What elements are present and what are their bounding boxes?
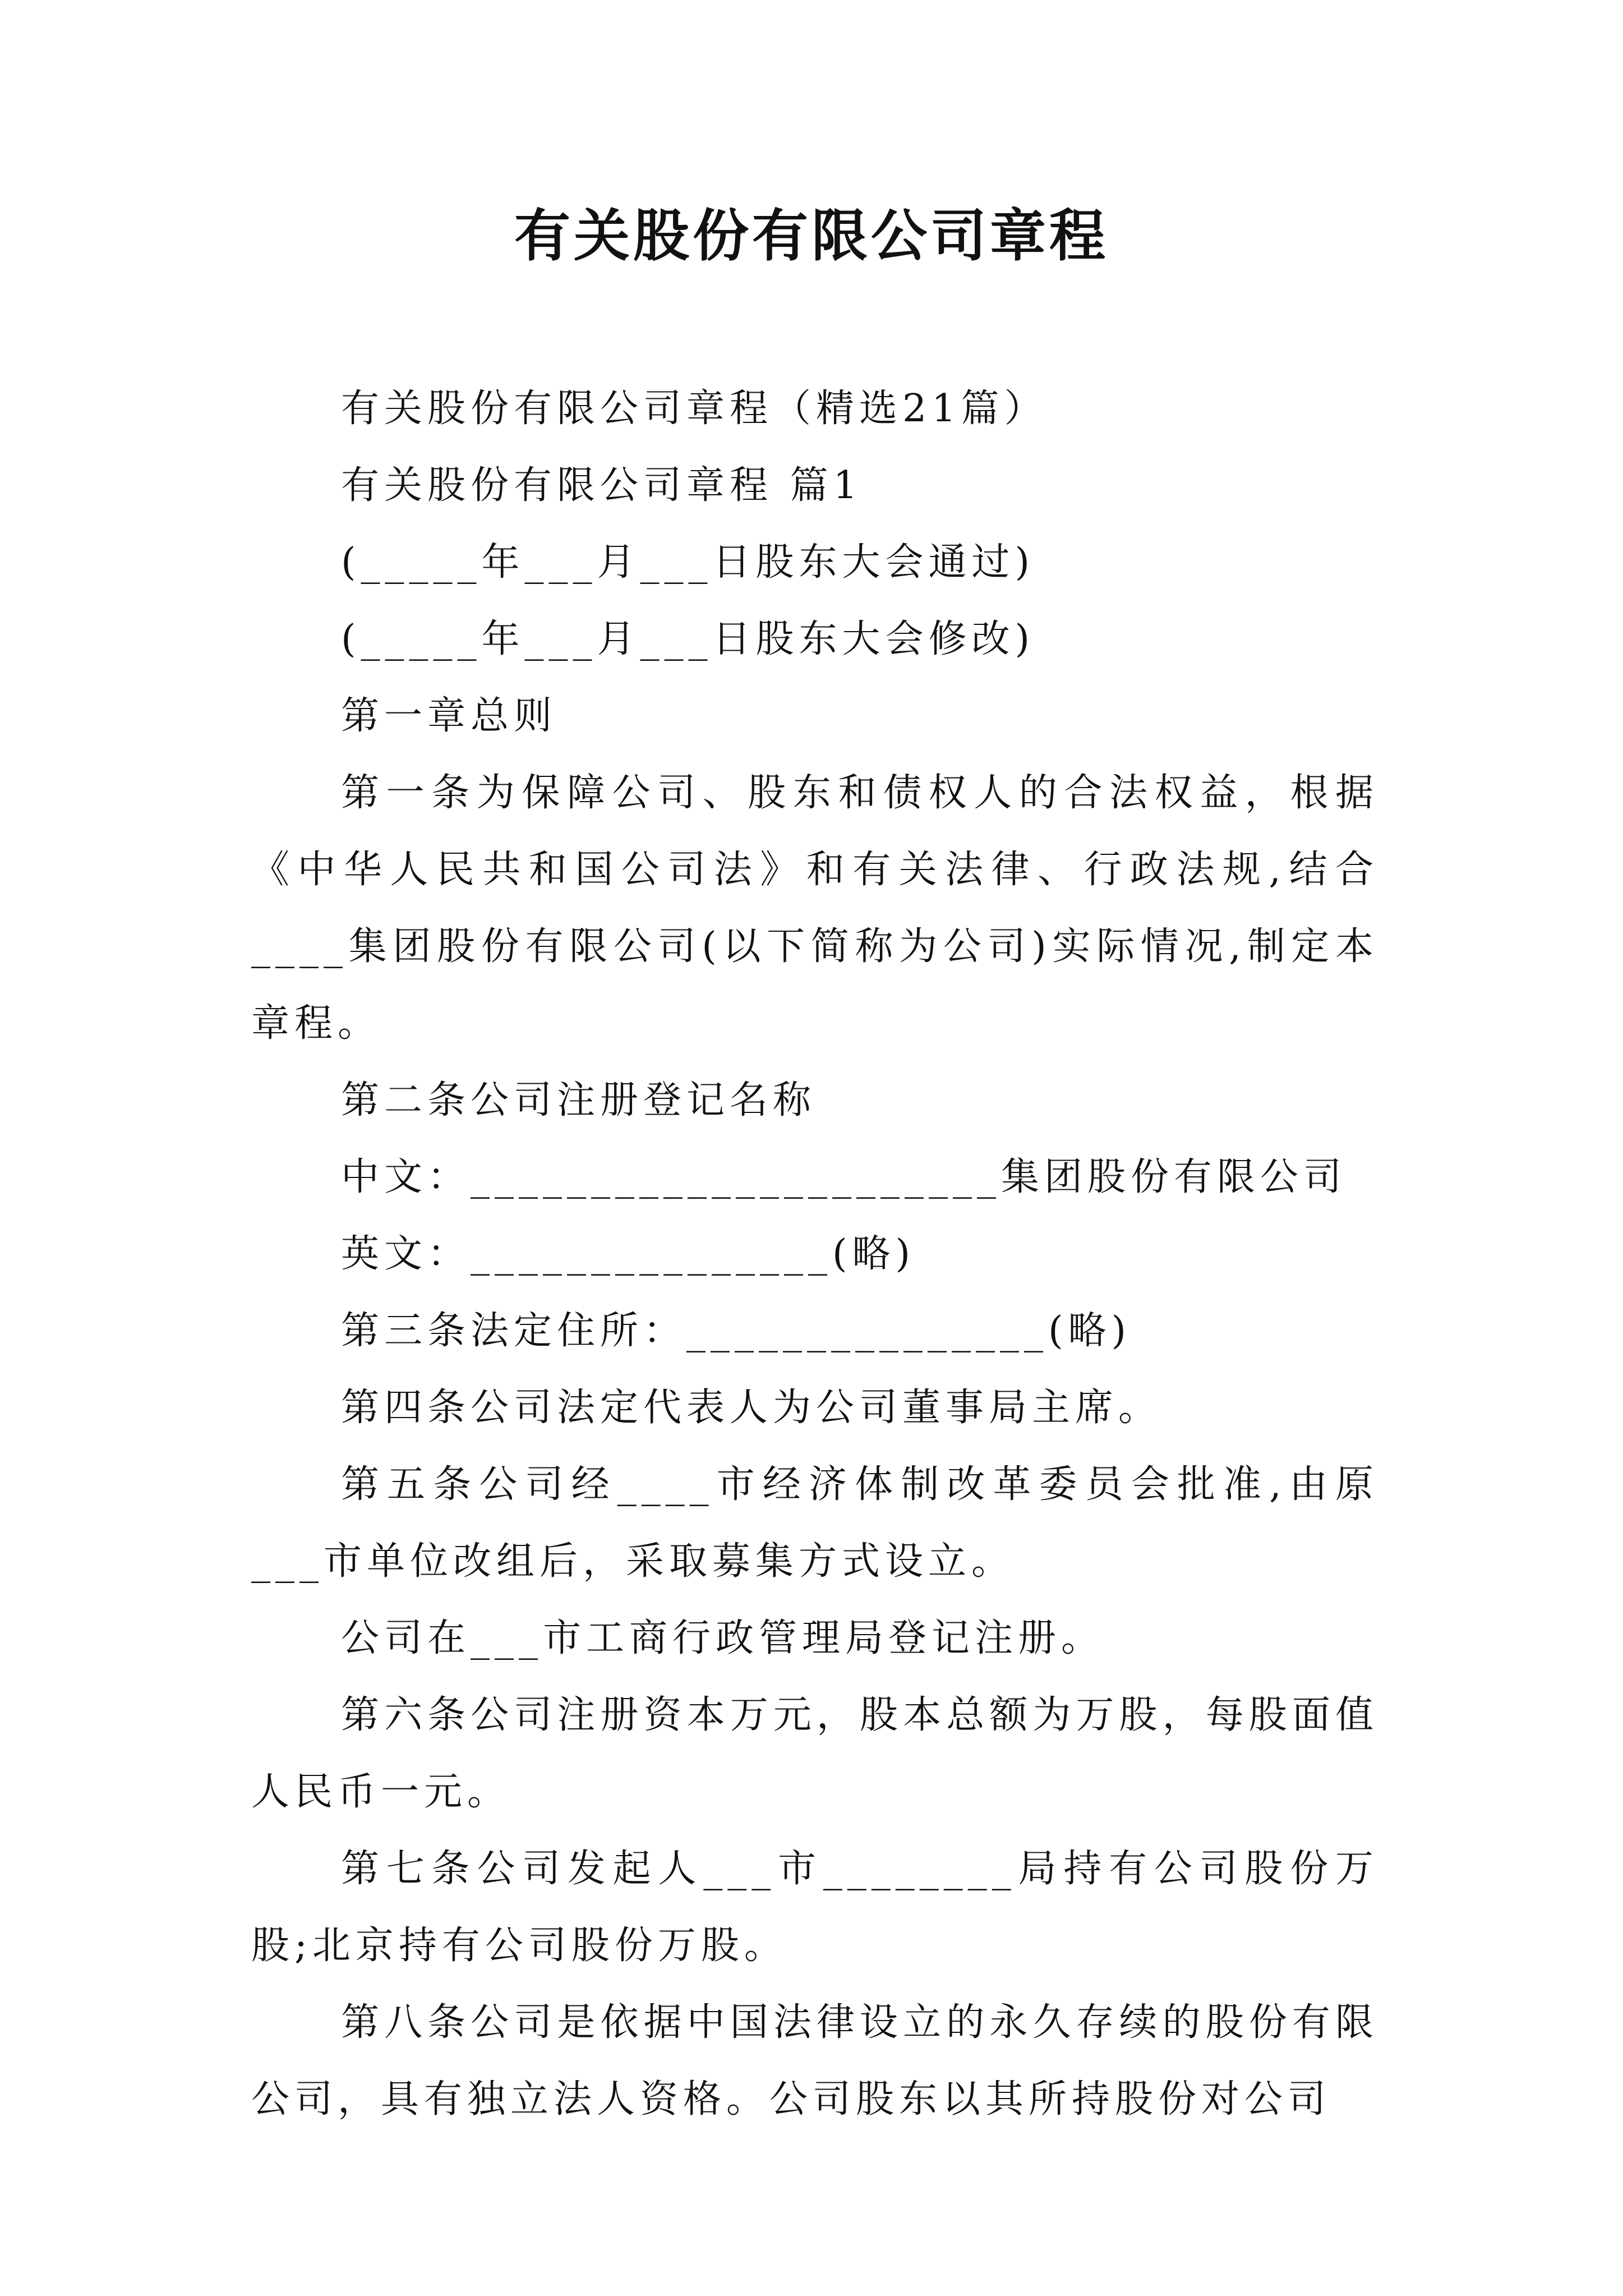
paragraph-article-3: 第三条法定住所：_______________(略) [341,1309,1132,1353]
paragraph-subtitle: 有关股份有限公司章程（精选21篇） [341,386,1048,431]
paragraph-article-heading: 有关股份有限公司章程 篇1 [341,463,863,508]
paragraph-article-1: 第一条为保障公司、股东和债权人的合法权益，根据《中华人民共和国公司法》和有关法律、行政法规,结合____集团股份有限公司(以下简称为公司)实际情况,制定本章程。 [251,771,1378,1046]
paragraph-article-8: 第八条公司是依据中国法律设立的永久存续的股份有限公司，具有独立法人资格。公司股东以其所持股份对公司 [251,2000,1378,2122]
paragraph-article-6: 第六条公司注册资本万元，股本总额为万股，每股面值人民币一元。 [251,1693,1378,1814]
document-body [251,370,1378,2138]
paragraph-article-2: 第二条公司注册登记名称 [341,1078,817,1122]
paragraph-chinese-name: 中文：______________________集团股份有限公司 [341,1155,1347,1199]
paragraph-english-name: 英文：_______________(略) [341,1232,916,1276]
paragraph-article-7: 第七条公司发起人___市________局持有公司股份万股;北京持有公司股份万股。 [251,1847,1378,1968]
paragraph-article-5: 第五条公司经____市经济体制改革委员会批准,由原___市单位改组后，采取募集方式设立。 [251,1462,1378,1584]
paragraph-adopted-date: (_____年___月___日股东大会通过) [341,540,1035,585]
document-title: 有关股份有限公司章程 [514,203,1109,269]
paragraph-article-4: 第四条公司法定代表人为公司董事局主席。 [341,1386,1162,1430]
paragraph-chapter-1-heading: 第一章总则 [341,694,557,738]
paragraph-amended-date: (_____年___月___日股东大会修改) [341,617,1035,661]
paragraph-registration: 公司在___市工商行政管理局登记注册。 [341,1616,1105,1660]
